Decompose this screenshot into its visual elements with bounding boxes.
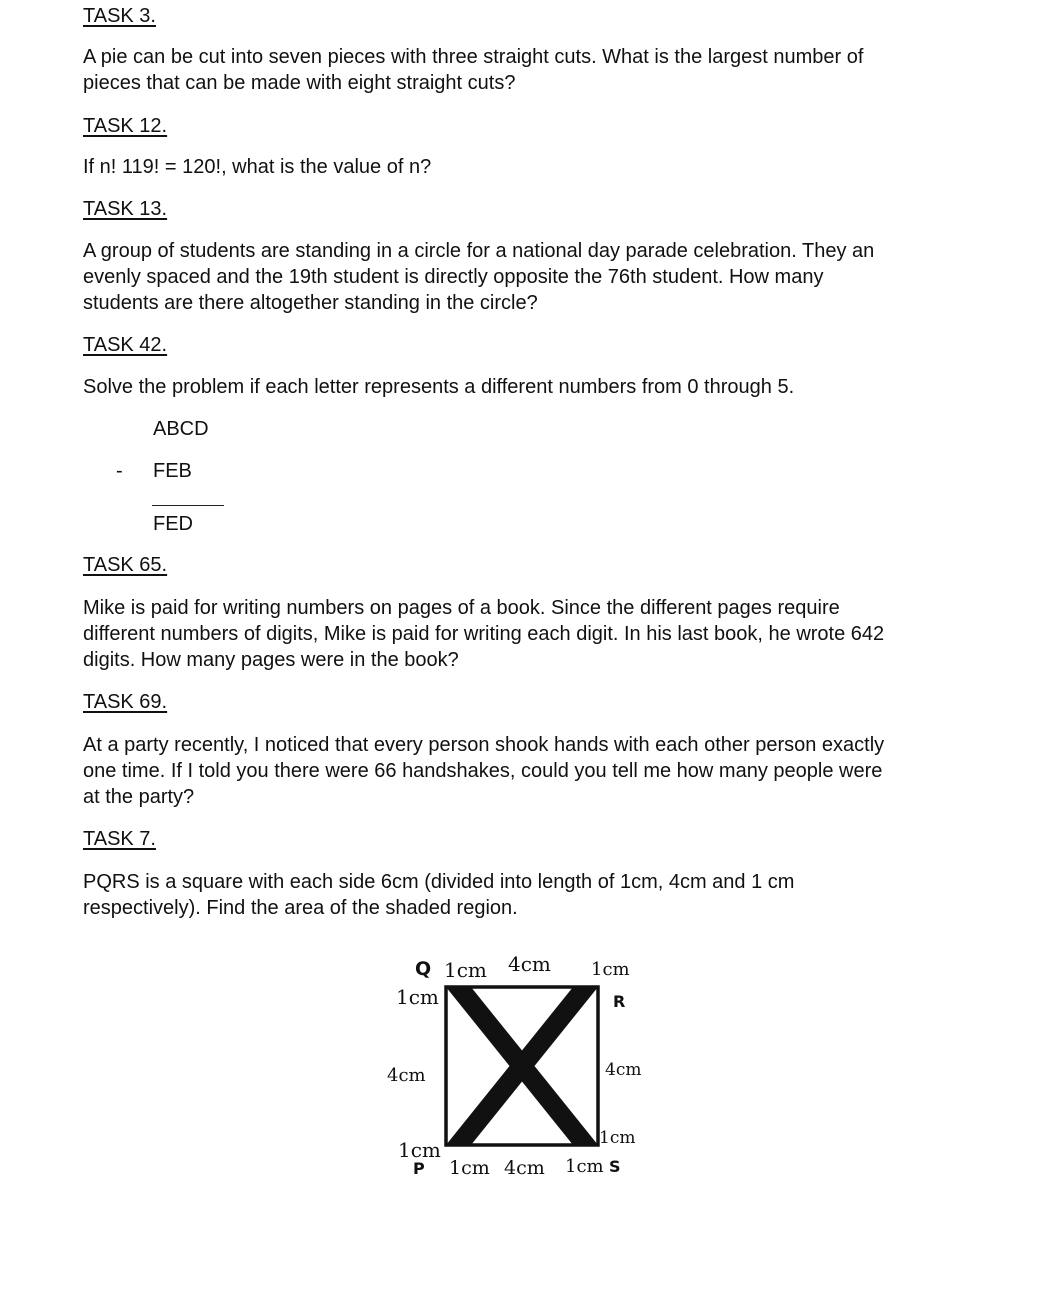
left-segment-label: 1cm [396, 985, 439, 1009]
left-segment-label: 1cm [398, 1138, 441, 1162]
top-segment-label: 1cm [591, 959, 630, 980]
bottom-segment-label: 4cm [504, 1157, 545, 1179]
top-segment-label: 1cm [444, 958, 487, 982]
task-text: students are there altogether standing in the circle? [83, 292, 538, 314]
task-text: Solve the problem if each letter represents a different numbers from 0 through 5. [83, 376, 795, 398]
task-text: evenly spaced and the 19th student is directly opposite the 76th student. How many [83, 266, 824, 288]
subtraction-subtrahend: FEB [153, 460, 192, 482]
task-text: at the party? [83, 786, 195, 808]
task-heading: TASK 65. [83, 554, 168, 576]
task-text: digits. How many pages were in the book? [83, 649, 459, 671]
task-text: respectively). Find the area of the shaded region. [83, 897, 518, 919]
task-text: different numbers of digits, Mike is paid for writing each digit. In his last book, he wrote 642 [83, 623, 885, 645]
task-text: At a party recently, I noticed that every person shook hands with each other person exactly [83, 734, 885, 756]
vertex-q-label: Q [415, 958, 432, 980]
bottom-segment-label: 1cm [449, 1157, 490, 1179]
task-text: PQRS is a square with each side 6cm (divided into length of 1cm, 4cm and 1 cm [83, 871, 795, 893]
right-segment-label: 4cm [605, 1060, 642, 1080]
subtraction-operator: - [116, 460, 123, 482]
task-text: one time. If I told you there were 66 handshakes, could you tell me how many people were [83, 760, 883, 782]
task-text: A group of students are standing in a circle for a national day parade celebration. They an [83, 240, 875, 262]
task-heading: TASK 7. [83, 828, 156, 850]
vertex-r-label: R [613, 992, 626, 1011]
task-heading: TASK 42. [83, 334, 168, 356]
task-text: A pie can be cut into seven pieces with three straight cuts. What is the largest number of [83, 46, 864, 68]
vertex-s-label: S [609, 1157, 621, 1176]
task-heading: TASK 3. [83, 5, 156, 27]
subtraction-minuend: ABCD [153, 418, 209, 440]
bottom-segment-label: 1cm [565, 1156, 604, 1177]
top-segment-label: 4cm [508, 952, 551, 976]
vertex-p-label: P [413, 1159, 425, 1178]
task-text: If n! 119! = 120!, what is the value of n? [83, 156, 432, 178]
square-figure [380, 945, 650, 1190]
task-text: Mike is paid for writing numbers on pages of a book. Since the different pages require [83, 597, 840, 619]
task-heading: TASK 13. [83, 198, 168, 220]
subtraction-rule [152, 505, 224, 506]
subtraction-result: FED [153, 513, 193, 535]
left-segment-label: 4cm [387, 1065, 426, 1086]
task-text: pieces that can be made with eight straight cuts? [83, 72, 516, 94]
task-heading: TASK 69. [83, 691, 168, 713]
right-segment-label: 1cm [599, 1128, 636, 1148]
task-heading: TASK 12. [83, 115, 168, 137]
